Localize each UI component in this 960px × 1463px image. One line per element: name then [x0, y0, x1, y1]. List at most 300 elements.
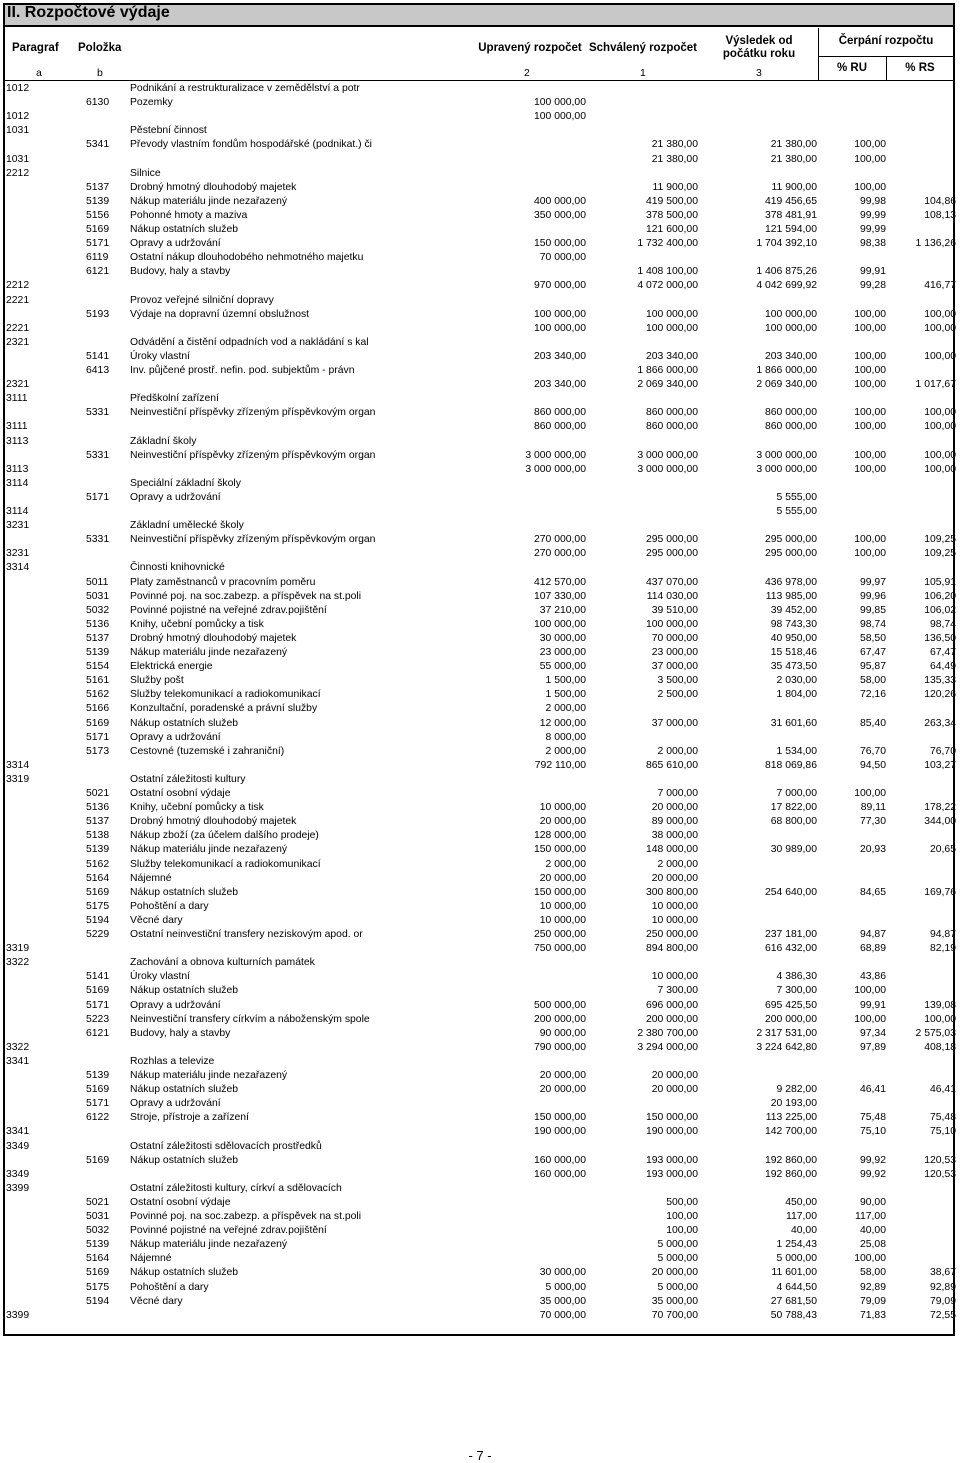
cell-txt: Budovy, haly a stavby — [130, 1027, 231, 1039]
cell-rs: 1 136,26 — [915, 238, 956, 250]
cell-vys: 7 300,00 — [776, 985, 817, 997]
cell-pol: 5141 — [86, 971, 110, 983]
cell-ru: 99,92 — [859, 1168, 886, 1180]
cell-sch: 150 000,00 — [645, 1112, 698, 1124]
cell-ru: 100,00 — [854, 350, 886, 362]
cell-vys: 295 000,00 — [764, 548, 817, 560]
cell-ru: 100,00 — [854, 308, 886, 320]
cell-pol: 5173 — [86, 745, 110, 757]
table-row — [0, 984, 960, 998]
cell-vys: 200 000,00 — [764, 1013, 817, 1025]
cell-vys: 4 042 699,92 — [756, 280, 817, 292]
cell-pol: 5138 — [86, 830, 110, 842]
cell-sch: 21 380,00 — [651, 139, 698, 151]
cell-vys: 11 900,00 — [771, 181, 817, 193]
table-row — [0, 618, 960, 632]
cell-vys: 450,00 — [785, 1196, 817, 1208]
cell-sch: 865 610,00 — [645, 759, 698, 771]
cell-txt: Ostatní osobní výdaje — [130, 1196, 231, 1208]
cell-sch: 437 070,00 — [645, 576, 698, 588]
header-vysledek-1: Výsledek od — [725, 35, 793, 47]
cell-upr: 150 000,00 — [533, 886, 586, 898]
header-paragraf: Paragraf — [12, 42, 59, 54]
cell-ru: 72,16 — [859, 689, 886, 701]
cell-rs: 100,00 — [924, 350, 956, 362]
table-row — [0, 801, 960, 815]
cell-upr: 70 000,00 — [539, 252, 586, 264]
cell-ru: 99,96 — [859, 590, 886, 602]
table-row — [0, 970, 960, 984]
cell-rs: 67,47 — [929, 647, 956, 658]
cell-ru: 99,98 — [859, 195, 886, 207]
cell-pol: 5021 — [86, 1196, 110, 1208]
cell-pol: 5031 — [86, 590, 110, 602]
cell-pol: 5171 — [86, 238, 110, 250]
section-title: II. Rozpočtové výdaje — [7, 4, 170, 21]
cell-sch: 190 000,00 — [645, 1126, 698, 1138]
cell-upr: 400 000,00 — [533, 195, 586, 207]
cell-rs: 135,33 — [924, 675, 956, 687]
cell-rs: 106,20 — [924, 590, 956, 602]
cell-upr: 3 000 000,00 — [525, 463, 586, 475]
cell-rs: 100,00 — [924, 421, 956, 433]
cell-ru: 99,92 — [859, 1154, 886, 1166]
cell-sch: 2 380 700,00 — [637, 1027, 698, 1039]
cell-vys: 4 386,30 — [776, 971, 817, 983]
cell-sch: 203 340,00 — [645, 350, 698, 362]
cell-sch: 3 000 000,00 — [637, 463, 698, 475]
cell-ru: 58,50 — [859, 632, 886, 644]
cell-txt: Rozhlas a televize — [130, 1055, 215, 1067]
cell-ru: 117,00 — [854, 1211, 886, 1222]
cell-sch: 70 700,00 — [651, 1309, 698, 1321]
cell-pol: 6413 — [86, 365, 110, 376]
table-row — [0, 209, 960, 223]
cell-pol: 5136 — [86, 802, 110, 814]
cell-pol: 5341 — [86, 139, 110, 151]
cell-vys: 203 340,00 — [764, 350, 817, 362]
cell-par: 3349 — [6, 1168, 30, 1180]
subheader-1: 1 — [640, 67, 646, 79]
cell-pol: 5171 — [86, 491, 110, 503]
cell-pol: 5223 — [86, 1013, 110, 1025]
table-row — [0, 322, 960, 336]
cell-sch: 100,00 — [666, 1211, 698, 1222]
table-row — [0, 138, 960, 152]
cell-txt: Ostatní záležitosti kultury — [130, 773, 246, 785]
cell-sch: 10 000,00 — [651, 971, 698, 983]
subheader-a: a — [36, 67, 42, 79]
cell-pol: 5175 — [86, 900, 110, 912]
table-row — [0, 576, 960, 590]
cell-pol: 5139 — [86, 1070, 110, 1081]
table-row — [0, 406, 960, 420]
table-row — [0, 1196, 960, 1210]
cell-pol: 5229 — [86, 929, 110, 940]
table-row — [0, 604, 960, 618]
cell-pol: 5139 — [86, 195, 110, 207]
cell-pol: 5139 — [86, 844, 110, 856]
cell-sch: 5 000,00 — [657, 1239, 698, 1251]
cell-txt: Povinné pojistné na veřejné zdrav.pojištění — [130, 604, 327, 616]
cell-txt: Neinvestiční příspěvky zřízeným příspěvkovým organ — [130, 534, 376, 546]
table-row — [0, 82, 960, 96]
cell-txt: Předškolní zařízení — [130, 393, 219, 405]
table-row — [0, 942, 960, 956]
cell-upr: 30 000,00 — [539, 1267, 586, 1279]
cell-sch: 70 000,00 — [651, 632, 698, 644]
cell-upr: 350 000,00 — [533, 209, 586, 221]
cell-sch: 35 000,00 — [651, 1295, 698, 1307]
table-row — [0, 294, 960, 308]
cell-txt: Služby telekomunikací a radiokomunikací — [130, 858, 321, 870]
cell-rs: 108,13 — [924, 209, 956, 221]
cell-sch: 1 866 000,00 — [637, 365, 698, 376]
cell-ru: 94,50 — [859, 759, 886, 771]
cell-sch: 2 500,00 — [657, 689, 698, 701]
subheader-2: 2 — [524, 67, 530, 79]
cell-rs: 344,00 — [924, 816, 956, 828]
cell-upr: 10 000,00 — [539, 802, 586, 814]
cell-upr: 30 000,00 — [539, 632, 586, 644]
cell-par: 2321 — [6, 336, 30, 348]
cell-sch: 11 900,00 — [652, 181, 698, 193]
cell-vys: 237 181,00 — [764, 929, 817, 940]
header-upraveny: Upravený rozpočet — [478, 42, 582, 54]
cell-ru: 100,00 — [854, 463, 886, 475]
table-row — [0, 392, 960, 406]
table-row — [0, 829, 960, 843]
cell-sch: 20 000,00 — [651, 802, 698, 814]
cell-txt: Nákup materiálu jinde nezařazený — [130, 844, 288, 856]
cell-upr: 200 000,00 — [533, 1013, 586, 1025]
cell-txt: Nákup materiálu jinde nezařazený — [130, 195, 288, 207]
cell-par: 3341 — [6, 1126, 30, 1138]
table-row — [0, 1013, 960, 1027]
cell-par: 3322 — [6, 957, 30, 969]
cell-txt: Ostatní osobní výdaje — [130, 788, 231, 799]
cell-vys: 3 000 000,00 — [756, 449, 817, 461]
cell-txt: Podnikání a restrukturalizace v zemědělství a potr — [130, 83, 360, 94]
cell-txt: Ostatní neinvestiční transfery neziskovým apod. or — [130, 929, 363, 940]
cell-upr: 20 000,00 — [539, 872, 586, 884]
cell-par: 2212 — [6, 167, 30, 179]
cell-txt: Nákup materiálu jinde nezařazený — [130, 1239, 288, 1251]
cell-par: 3319 — [6, 943, 30, 955]
cell-vys: 3 000 000,00 — [756, 463, 817, 475]
cell-rs: 263,34 — [924, 717, 956, 729]
cell-sch: 193 000,00 — [645, 1154, 698, 1166]
cell-pol: 5166 — [86, 703, 110, 715]
table-row — [0, 956, 960, 970]
cell-txt: Inv. půjčené prostř. nefin. pod. subjektům - právn — [130, 365, 355, 376]
cell-upr: 55 000,00 — [539, 661, 586, 673]
cell-upr: 8 000,00 — [545, 731, 586, 743]
cell-pol: 5031 — [86, 1211, 110, 1222]
cell-txt: Povinné poj. na soc.zabezp. a příspěvek na st.poli — [130, 1211, 362, 1222]
table-row — [0, 237, 960, 251]
cell-txt: Ostatní záležitosti sdělovacích prostředků — [130, 1140, 322, 1152]
cell-ru: 94,87 — [859, 929, 886, 940]
table-row — [0, 1238, 960, 1252]
cell-ru: 75,10 — [859, 1126, 886, 1138]
table-row — [0, 1140, 960, 1154]
cell-vys: 295 000,00 — [764, 534, 817, 546]
cell-sch: 894 800,00 — [645, 943, 698, 955]
table-row — [0, 449, 960, 463]
table-row — [0, 702, 960, 716]
cell-vys: 30 989,00 — [770, 844, 817, 856]
cell-vys: 142 700,00 — [764, 1126, 817, 1138]
table-row — [0, 110, 960, 124]
cell-ru: 98,38 — [859, 238, 886, 250]
cell-sch: 148 000,00 — [645, 844, 698, 856]
cell-ru: 100,00 — [854, 139, 886, 151]
table-row — [0, 1168, 960, 1182]
table-row — [0, 717, 960, 731]
table-row — [0, 660, 960, 674]
cell-txt: Úroky vlastní — [130, 971, 191, 983]
table-row — [0, 745, 960, 759]
cell-par: 2221 — [6, 294, 30, 306]
cell-vys: 113 985,00 — [765, 590, 817, 602]
cell-pol: 5154 — [86, 661, 110, 673]
cell-pol: 5162 — [86, 858, 110, 870]
cell-pol: 5331 — [86, 407, 110, 419]
cell-vys: 1 254,43 — [776, 1239, 817, 1251]
table-row — [0, 900, 960, 914]
cell-txt: Ostatní záležitosti kultury, církví a sdělovacích — [130, 1182, 342, 1194]
cell-txt: Neinvestiční příspěvky zřízeným příspěvkovým organ — [130, 407, 376, 419]
cell-rs: 2 575,03 — [915, 1027, 956, 1039]
cell-ru: 100,00 — [854, 365, 886, 376]
cell-ru: 99,91 — [859, 999, 886, 1011]
cell-ru: 99,99 — [859, 209, 886, 221]
cell-rs: 100,00 — [924, 407, 956, 419]
cell-pol: 5136 — [86, 618, 110, 630]
header-bottom-rule — [3, 80, 955, 81]
cell-rs: 82,19 — [929, 943, 956, 955]
cell-txt: Základní školy — [130, 435, 197, 447]
cell-upr: 500 000,00 — [533, 999, 586, 1011]
cell-txt: Nákup ostatních služeb — [130, 985, 239, 997]
cell-txt: Výdaje na dopravní územní obslužnost — [130, 308, 310, 320]
cell-txt: Drobný hmotný dlouhodobý majetek — [130, 632, 297, 644]
cell-vys: 21 380,00 — [770, 153, 817, 165]
cell-txt: Opravy a udržování — [130, 999, 221, 1011]
cell-vys: 1 804,00 — [776, 689, 817, 701]
cell-par: 2321 — [6, 379, 30, 391]
table-row — [0, 914, 960, 928]
cell-pol: 5169 — [86, 717, 110, 729]
cell-ru: 100,00 — [854, 449, 886, 461]
cell-rs: 169,76 — [924, 886, 956, 898]
cell-sch: 100 000,00 — [645, 308, 698, 320]
cell-txt: Nákup ostatních služeb — [130, 717, 239, 729]
cell-sch: 20 000,00 — [651, 872, 698, 884]
cell-vys: 1 534,00 — [776, 745, 817, 757]
table-row — [0, 872, 960, 886]
cell-sch: 696 000,00 — [645, 999, 698, 1011]
table-row — [0, 223, 960, 237]
cell-txt: Pohoštění a dary — [130, 1281, 209, 1293]
cell-pol: 5137 — [86, 816, 110, 828]
cell-pol: 5141 — [86, 350, 110, 362]
cell-sch: 378 500,00 — [645, 209, 698, 221]
cell-txt: Drobný hmotný dlouhodobý majetek — [130, 181, 297, 193]
cell-ru: 100,00 — [854, 1013, 886, 1025]
cell-txt: Věcné dary — [130, 914, 183, 926]
cell-txt: Knihy, učební pomůcky a tisk — [130, 802, 264, 814]
cell-sch: 193 000,00 — [645, 1168, 698, 1180]
cell-upr: 10 000,00 — [539, 914, 586, 926]
cell-sch: 37 000,00 — [651, 661, 698, 673]
cell-ru: 68,89 — [859, 943, 886, 955]
cell-txt: Neinvestiční příspěvky zřízeným příspěvkovým organ — [130, 449, 376, 461]
cell-ru: 46,41 — [859, 1084, 886, 1096]
cell-rs: 64,49 — [929, 661, 956, 673]
cell-upr: 412 570,00 — [533, 576, 586, 588]
cell-ru: 85,40 — [859, 717, 886, 729]
cell-txt: Pozemky — [130, 97, 173, 109]
table-row — [0, 1111, 960, 1125]
cell-vys: 5 555,00 — [776, 491, 817, 503]
cell-txt: Zachování a obnova kulturních památek — [130, 957, 315, 969]
header-polozka: Položka — [78, 42, 122, 54]
table-row — [0, 561, 960, 575]
cell-pol: 6121 — [86, 1027, 110, 1039]
cell-pol: 5169 — [86, 1267, 110, 1279]
cell-upr: 90 000,00 — [539, 1027, 586, 1039]
cell-upr: 1 500,00 — [545, 675, 586, 687]
cell-vys: 818 069,86 — [764, 759, 817, 771]
cell-sch: 89 000,00 — [651, 816, 698, 828]
cell-sch: 20 000,00 — [651, 1070, 698, 1081]
cell-txt: Nákup ostatních služeb — [130, 1084, 239, 1096]
table-row — [0, 477, 960, 491]
cell-sch: 20 000,00 — [651, 1084, 698, 1096]
header-schvaleny: Schválený rozpočet — [588, 42, 697, 54]
header-divider-vysledek — [818, 28, 819, 80]
cell-upr: 203 340,00 — [533, 350, 586, 362]
cell-sch: 3 000 000,00 — [637, 449, 698, 461]
cell-par: 1031 — [6, 153, 30, 165]
cell-ru: 100,00 — [854, 322, 886, 334]
cell-vys: 27 681,50 — [770, 1295, 817, 1307]
cell-par: 3111 — [6, 393, 28, 405]
cell-txt: Speciální základní školy — [130, 477, 241, 489]
table-row — [0, 463, 960, 477]
cell-rs: 136,50 — [924, 632, 956, 644]
cell-upr: 150 000,00 — [533, 1112, 586, 1124]
cell-pol: 5331 — [86, 449, 110, 461]
cell-vys: 100 000,00 — [764, 322, 817, 334]
cell-txt: Převody vlastním fondům hospodářské (podnikat.) či — [130, 139, 372, 151]
cell-rs: 100,00 — [924, 449, 956, 461]
cell-txt: Provoz veřejné silniční dopravy — [130, 294, 274, 306]
cell-vys: 695 425,50 — [764, 999, 817, 1011]
cell-upr: 35 000,00 — [539, 1295, 586, 1307]
table-row — [0, 1182, 960, 1196]
cell-upr: 20 000,00 — [539, 816, 586, 828]
cell-upr: 128 000,00 — [533, 830, 586, 842]
table-row — [0, 1154, 960, 1168]
cell-ru: 95,87 — [859, 661, 886, 673]
cell-vys: 15 518,46 — [770, 647, 817, 658]
cell-ru: 99,97 — [859, 576, 886, 588]
cell-vys: 436 978,00 — [764, 576, 817, 588]
table-row — [0, 1027, 960, 1041]
table-row — [0, 928, 960, 942]
cell-vys: 1 866 000,00 — [756, 365, 817, 376]
cell-par: 3114 — [6, 506, 29, 517]
cell-ru: 100,00 — [854, 153, 886, 165]
cell-txt: Pěstební činnost — [130, 125, 207, 137]
cell-sch: 250 000,00 — [645, 929, 698, 940]
cell-vys: 860 000,00 — [764, 407, 817, 419]
cell-txt: Opravy a udržování — [130, 491, 221, 503]
cell-upr: 23 000,00 — [539, 647, 586, 658]
cell-txt: Ostatní nákup dlouhodobého nehmotného majetku — [130, 252, 364, 264]
cell-vys: 254 640,00 — [764, 886, 817, 898]
cell-txt: Nákup zboží (za účelem dalšího prodeje) — [130, 830, 319, 842]
cell-vys: 2 069 340,00 — [756, 379, 817, 391]
cell-txt: Činnosti knihovnické — [130, 562, 225, 574]
cell-rs: 100,00 — [924, 463, 956, 475]
cell-pol: 6119 — [86, 252, 109, 264]
cell-rs: 139,08 — [924, 999, 956, 1011]
table-row — [0, 646, 960, 660]
cell-sch: 100 000,00 — [645, 322, 698, 334]
cell-rs: 79,09 — [929, 1295, 956, 1307]
cell-ru: 99,28 — [859, 280, 886, 292]
cell-ru: 90,00 — [859, 1196, 886, 1208]
cell-vys: 100 000,00 — [764, 308, 817, 320]
table-row — [0, 1210, 960, 1224]
cell-rs: 120,53 — [924, 1168, 956, 1180]
cell-sch: 419 500,00 — [645, 195, 698, 207]
cell-sch: 3 294 000,00 — [637, 1041, 698, 1053]
cell-txt: Platy zaměstnanců v pracovním poměru — [130, 576, 316, 588]
cell-txt: Základní umělecké školy — [130, 520, 244, 532]
cell-upr: 792 110,00 — [534, 759, 586, 771]
cell-sch: 37 000,00 — [651, 717, 698, 729]
cell-upr: 750 000,00 — [533, 943, 586, 955]
cell-sch: 860 000,00 — [645, 421, 698, 433]
cell-txt: Nákup ostatních služeb — [130, 1154, 239, 1166]
cell-par: 3341 — [6, 1055, 30, 1067]
cell-par: 3114 — [6, 477, 29, 489]
cell-pol: 5169 — [86, 224, 110, 235]
cell-par: 3349 — [6, 1140, 30, 1152]
cell-sch: 860 000,00 — [645, 407, 698, 419]
cell-pol: 5021 — [86, 788, 110, 799]
cell-txt: Elektrická energie — [130, 661, 213, 673]
cell-ru: 75,48 — [859, 1112, 886, 1124]
cell-upr: 190 000,00 — [533, 1126, 586, 1138]
cell-rs: 92,89 — [929, 1281, 956, 1293]
cell-vys: 113 225,00 — [765, 1112, 817, 1124]
header-pct-ru: % RU — [836, 62, 868, 74]
cell-ru: 97,34 — [859, 1027, 886, 1039]
cell-upr: 100 000,00 — [533, 322, 586, 334]
cell-pol: 5162 — [86, 689, 110, 701]
cell-rs: 75,48 — [929, 1112, 956, 1124]
table-row — [0, 1224, 960, 1238]
cell-vys: 2 030,00 — [776, 675, 817, 687]
cell-ru: 25,08 — [859, 1239, 886, 1251]
cell-ru: 79,09 — [859, 1295, 886, 1307]
